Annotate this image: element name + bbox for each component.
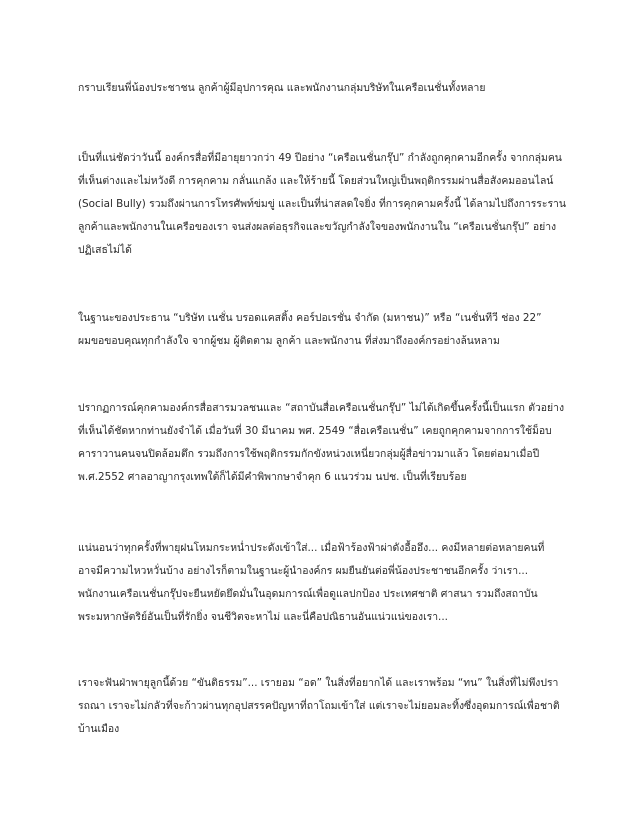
text-line: ที่เห็นได้ชัดหากท่านยังจำได้ เมื่อวันที่ 30 มีนาคม พศ. 2549 “สื่อเครือเนชั่น” เคยถูกคุกคามจากการใช้ม็อบ bbox=[78, 425, 552, 437]
text-line: พ.ศ.2552 ศาลอาญากรุงเทพใต้ก็ได้มีคำพิพากษาจำคุก 6 แนวร่วม นปช. เป็นที่เรียบร้อย bbox=[78, 471, 467, 483]
text-line: ผมขอขอบคุณทุกกำลังใจ จากผู้ชม ผู้ติดตาม ลูกค้า และพนักงาน ที่ส่งมาถึงองค์กรอย่างล้นหลาม bbox=[78, 335, 500, 347]
greeting-paragraph bbox=[78, 77, 578, 100]
paragraph-resolve bbox=[78, 672, 578, 741]
paragraph-history bbox=[78, 397, 578, 489]
text-line: พนักงานเครือเนชั่นกรุ๊ปจะยืนหยัดยึดมั่นในอุดมการณ์เพื่อดูแลปกป้อง ประเทศชาติ ศาสนา รวมถึงสถาบัน bbox=[78, 588, 538, 600]
paragraph-harassment bbox=[78, 147, 578, 262]
text-line: รถณา เราจะไม่กลัวที่จะก้าวผ่านทุกอุปสรรคปัญหาที่ถาโถมเข้าใส่ แต่เราจะไม่ยอมละทิ้งซึ่งอุดมการณ์เพื่อชาติ bbox=[78, 700, 560, 712]
text-line: อาจมีความไหวหวั่นบ้าง อย่างไรก็ตามในฐานะผู้นำองค์กร ผมยืนยันต่อพี่น้องประชาชนอีกครั้ง ว่าเรา... bbox=[78, 565, 529, 577]
text-line: เราจะฟันฝ่าพายุลูกนี้ด้วย “ขันติธรรม”... เรายอม “อด” ในสิ่งที่อยากได้ และเราพร้อม “ทน” ในสิ่งที่ไม่พึงปรา bbox=[78, 677, 559, 689]
greeting-line: กราบเรียนพี่น้องประชาชน ลูกค้าผู้มีอุปการคุณ และพนักงานกลุ่มบริษัทในเครือเนชั่นทั้งหลาย bbox=[78, 82, 486, 94]
text-line: คาราวานคนจนปิดล้อมตึก รวมถึงการใช้พฤติกรรมกักขังหน่วงเหนี่ยวกลุ่มผู้สื่อข่าวมาแล้ว โดยต่อมาเมื่อปี bbox=[78, 448, 540, 460]
text-line: ลูกค้าและพนักงานในเครือของเรา จนส่งผลต่อธุรกิจและขวัญกำลังใจของพนักงานใน “เครือเนชั่นกรุ๊ป” อย่าง bbox=[78, 221, 557, 233]
paragraph-commitment bbox=[78, 537, 578, 629]
text-line: ปรากฏการณ์คุกคามองค์กรสื่อสารมวลชนและ “สถาบันสื่อเครือเนชั่นกรุ๊ป” ไม่ได้เกิดขึ้นครั้งนี้เป็นแรก ตัวอย่าง bbox=[78, 402, 565, 414]
text-line: เป็นที่แน่ชัดว่าวันนี้ องค์กรสื่อที่มีอายุยาวกว่า 49 ปีอย่าง “เครือเนชั่นกรุ๊ป” กำลังถูกคุกคามอีกครั้ง จากกลุ่มคน bbox=[78, 152, 562, 164]
text-line: พระมหากษัตริย์อันเป็นที่รักยิ่ง จนชีวิตจะหาไม่ และนี่คือปณิธานอันแน่วแน่ของเรา... bbox=[78, 611, 448, 623]
text-line: (Social Bully) รวมถึงผ่านการโทรศัพท์ข่มขู่ และเป็นที่น่าสลดใจยิ่ง ที่การคุกคามครั้งนี้ ได้ลามไปถึงการระราน bbox=[78, 198, 566, 210]
text-line: ปฏิเสธไม่ได้ bbox=[78, 244, 132, 256]
text-line: บ้านเมือง bbox=[78, 723, 120, 735]
text-line: ที่เห็นต่างและไม่หวังดี การคุกคาม กลั่นแกล้ง และให้ร้ายนี้ โดยส่วนใหญ่เป็นพฤติกรรมผ่านสื่อสังคมออนไลน์ bbox=[78, 175, 554, 187]
paragraph-thanks bbox=[78, 307, 578, 353]
text-line: ในฐานะของประธาน “บริษัท เนชั่น บรอดแคสติ้ง คอร์ปอเรชั่น จำกัด (มหาชน)” หรือ “เนชั่นทีวี ช่อง 22” bbox=[78, 312, 542, 324]
text-line: แน่นอนว่าทุกครั้งที่พายุฝนโหมกระหน่ำประดังเข้าใส่... เมื่อฟ้าร้องฟ้าผ่าดังอื้ออึง... คงมีหลายต่อหลายคนที่ bbox=[78, 542, 545, 554]
